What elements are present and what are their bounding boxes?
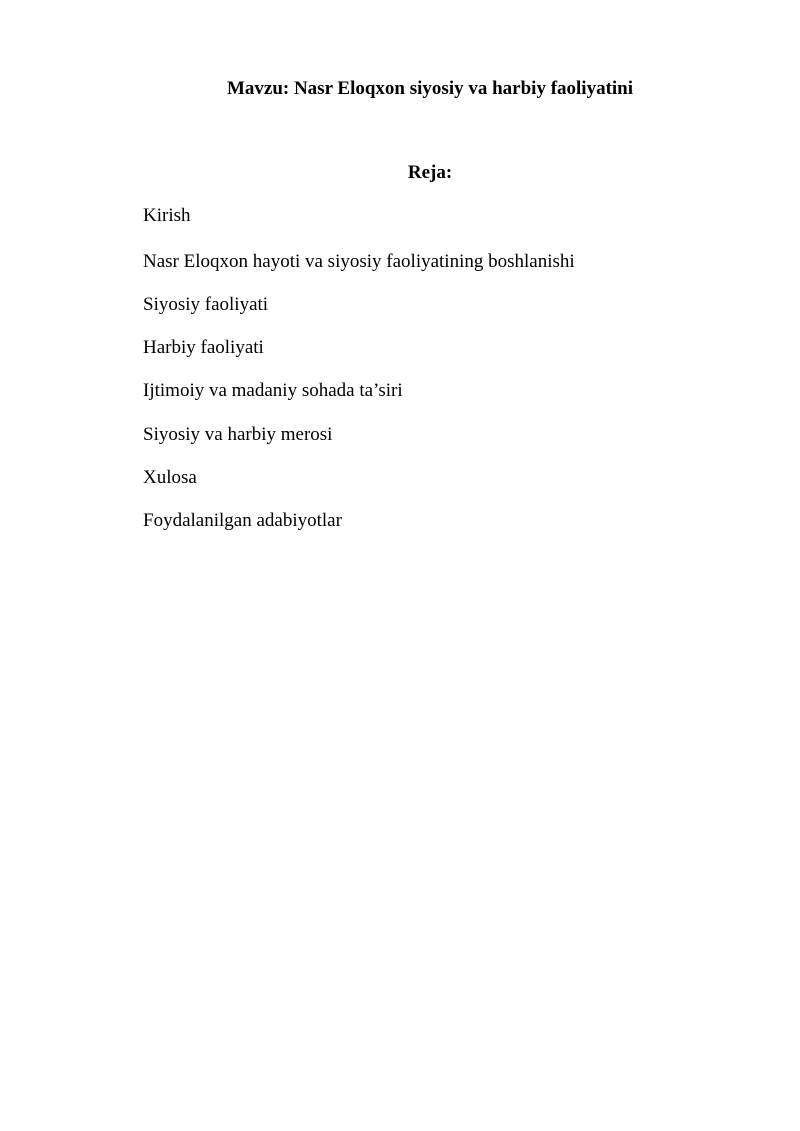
plan-item: Siyosiy va harbiy merosi	[143, 424, 333, 445]
plan-item: Ijtimoiy va madaniy sohada ta’siri	[143, 380, 403, 401]
plan-heading: Reja:	[407, 162, 453, 183]
plan-item: Kirish	[143, 205, 191, 226]
plan-item: Nasr Eloqxon hayoti va siyosiy faoliyatining boshlanishi	[143, 251, 575, 272]
plan-item: Foydalanilgan adabiyotlar	[143, 510, 342, 531]
plan-item: Xulosa	[143, 467, 197, 488]
plan-item: Harbiy faoliyati	[143, 337, 264, 358]
plan-item: Siyosiy faoliyati	[143, 294, 269, 315]
document-title: Mavzu: Nasr Eloqxon siyosiy va harbiy faoliyatini	[226, 78, 634, 99]
